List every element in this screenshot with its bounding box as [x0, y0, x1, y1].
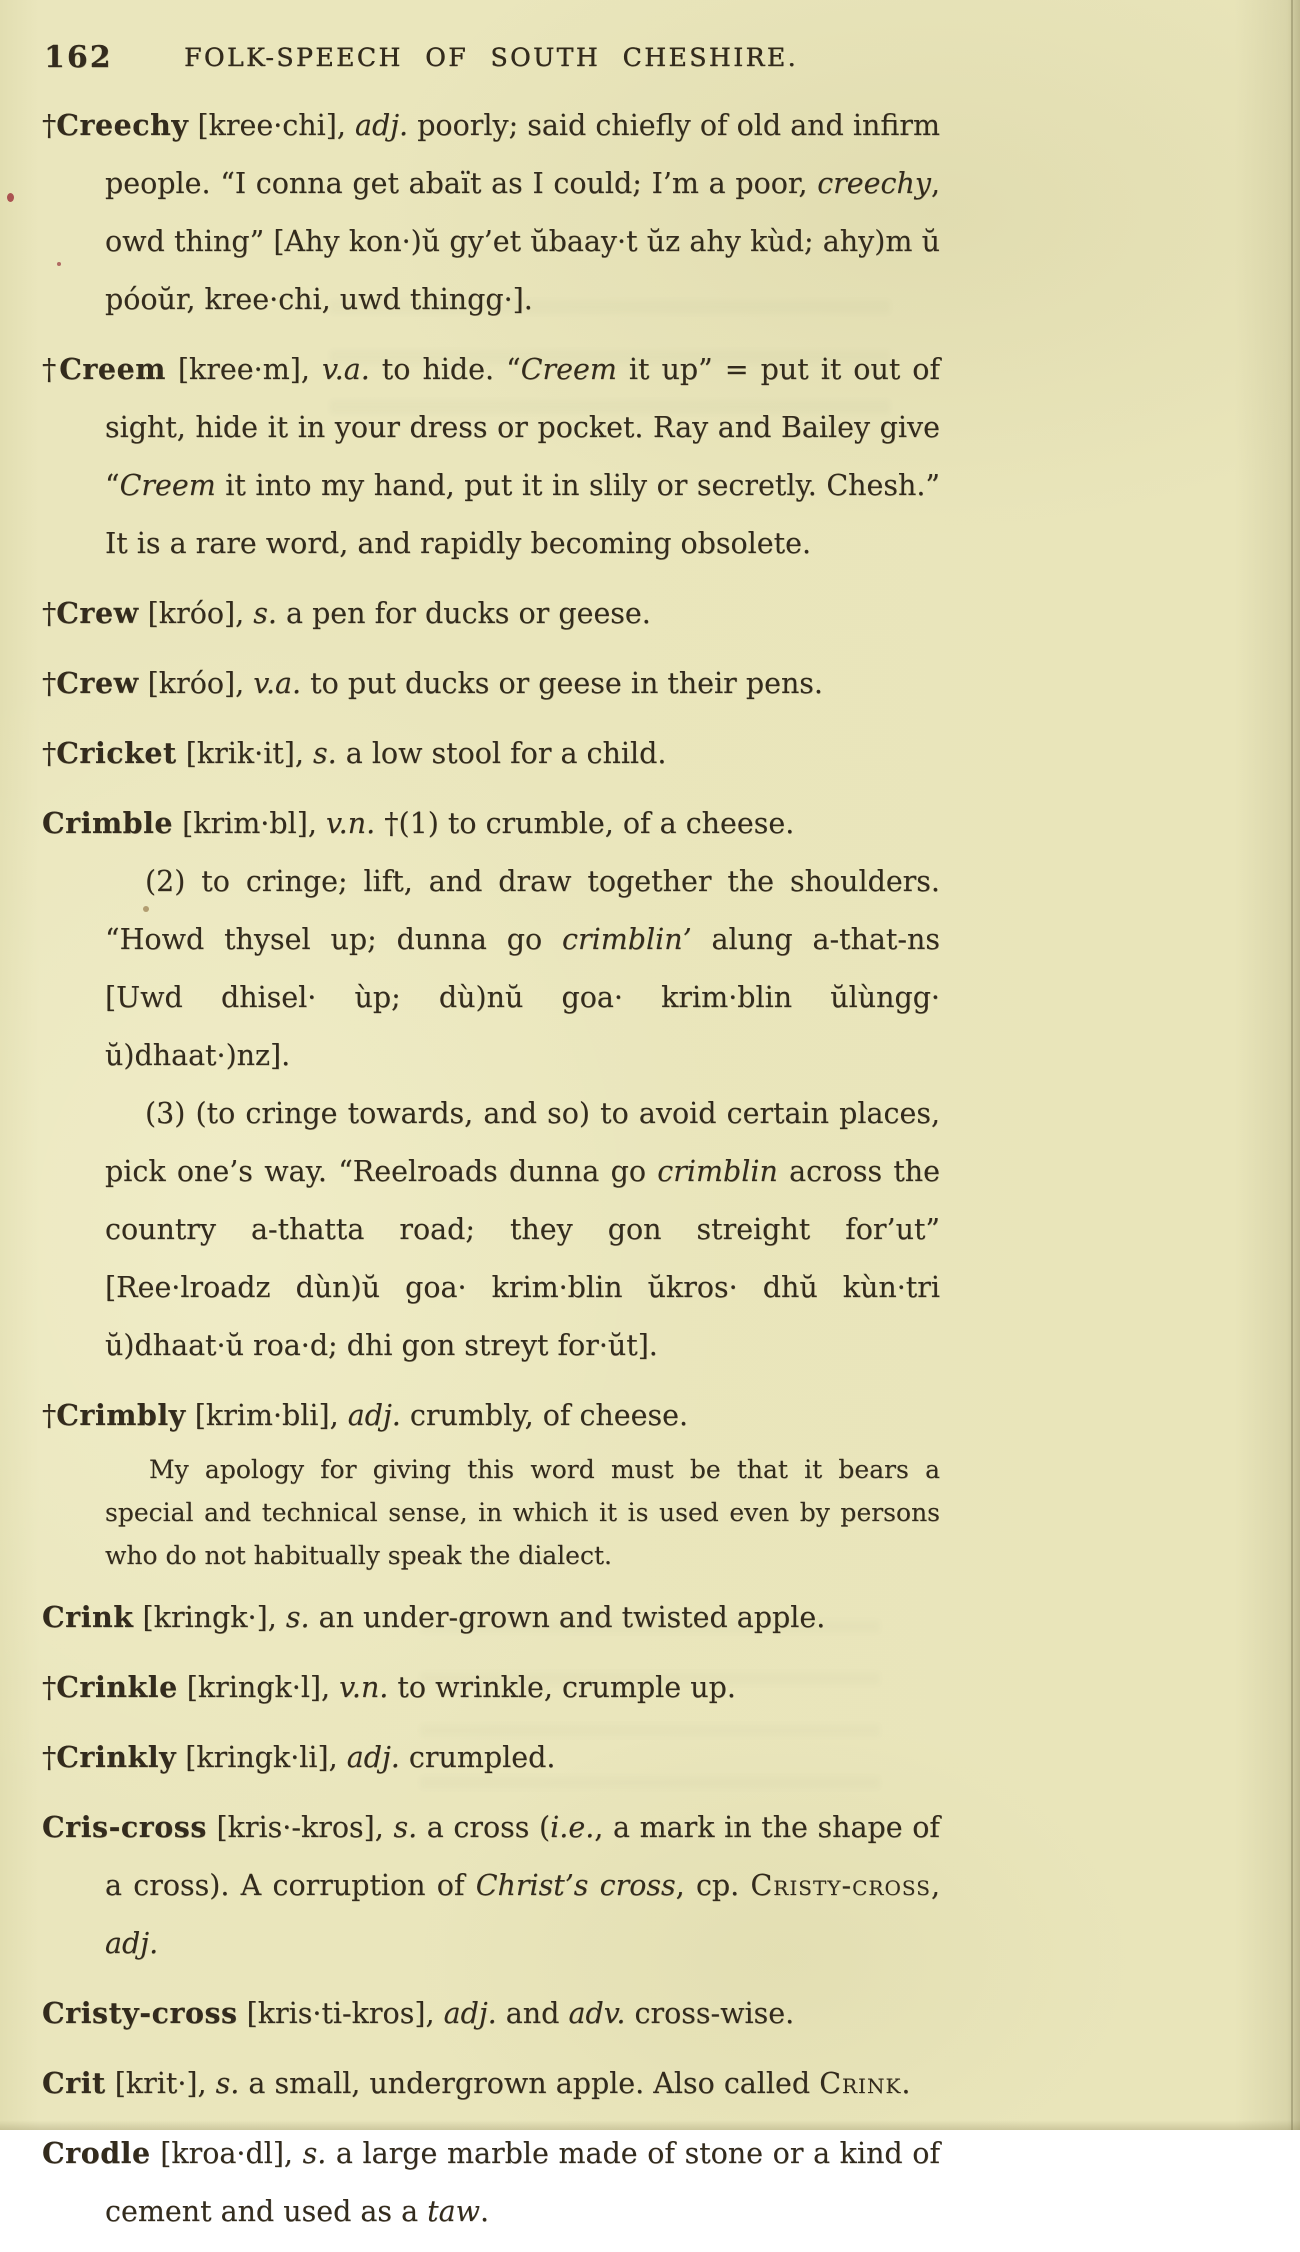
italic-term: taw [427, 2195, 480, 2228]
entry-crinkly [42, 1728, 940, 1787]
entry-creechy-head [42, 96, 940, 329]
italic-term: v.n. [325, 807, 376, 840]
headword: Cristy-cross [42, 1996, 238, 2030]
entry-crodle-head [42, 2124, 940, 2241]
entry-cristy-cross-head [42, 1984, 940, 2043]
text-run: . [479, 2195, 490, 2228]
headword: Cris-cross [42, 1810, 207, 1844]
entry-creem [42, 340, 940, 573]
text-run: [króo], [138, 597, 254, 630]
paper-speck [7, 193, 14, 202]
text-run: [kringk·li], [176, 1741, 347, 1774]
text-run: [kris·-kros], [206, 1811, 394, 1844]
text-run: , owd thing” [Ahy kon·)ŭ gy’et ŭbaay·t ŭz ahy kùd; ahy)m ŭ póoŭr, kree·chi, uwd thingg·]. [105, 167, 940, 316]
headword: Crew [56, 596, 139, 630]
italic-term: Creem [119, 469, 216, 502]
entry-crinkle-head [42, 1658, 940, 1717]
entry-crimble [42, 794, 940, 1375]
italic-term: crimblin’ [562, 923, 692, 956]
text-run: to wrinkle, crumple up. [388, 1671, 736, 1704]
entry-crit-head [42, 2054, 940, 2113]
text-run: † [42, 597, 57, 630]
entry-cris-cross-head [42, 1798, 940, 1973]
text-run: [króo], [138, 667, 254, 700]
text-run: an under-grown and twisted apple. [309, 1601, 826, 1634]
italic-term: s. [302, 2137, 327, 2170]
italic-term: s. [393, 1811, 418, 1844]
headword: Creechy [56, 108, 189, 142]
headword: Crinkly [56, 1740, 177, 1774]
entry-crinkle [42, 1658, 940, 1717]
entry-crimbly-note [42, 1448, 940, 1577]
page-header [42, 36, 940, 84]
cross-reference: Crink [819, 2067, 902, 2100]
entry-crew-verb [42, 654, 940, 713]
text-run: (2) to cringe; lift, and draw together the shoulders. “Howd thysel up; dunna go [105, 865, 940, 956]
entry-crimble-sense [42, 853, 940, 1085]
entry-crew-noun [42, 584, 940, 643]
text-run: [kree·m], [165, 353, 322, 386]
text-run: a small, undergrown apple. Also called [239, 2067, 820, 2100]
italic-term: Creem [520, 353, 617, 386]
entry-crodle [42, 2124, 940, 2241]
entry-cricket [42, 724, 940, 783]
entry-crink [42, 1588, 940, 1647]
text-run: crumbly, of cheese. [400, 1399, 689, 1432]
entry-cristy-cross [42, 1984, 940, 2043]
italic-term: s. [253, 597, 277, 630]
italic-term: v.n. [339, 1671, 389, 1704]
headword: Crimble [42, 806, 174, 840]
headword: Crodle [42, 2136, 151, 2170]
running-title: FOLK-SPEECH OF SOUTH CHESHIRE. [184, 43, 798, 72]
headword: Crink [42, 1600, 134, 1634]
italic-term: v.a. [253, 667, 302, 700]
text-run: [kringk·], [133, 1601, 286, 1634]
entry-creem-head [42, 340, 940, 573]
headword: Creem [59, 352, 166, 386]
text-run: † [42, 737, 57, 770]
text-run: to put ducks or geese in their pens. [301, 667, 823, 700]
italic-term: s. [313, 737, 337, 770]
text-run: , [930, 1869, 940, 1902]
text-run: cross-wise. [625, 1997, 795, 2030]
text-run: [kringk·l], [177, 1671, 340, 1704]
text-run: † [42, 1399, 57, 1432]
text-run: a pen for ducks or geese. [276, 597, 651, 630]
italic-term: i.e. [550, 1811, 595, 1844]
text-run: it up” = put it out of sight, hide it in your dress or pocket. Ray and Bailey give “ [105, 353, 941, 502]
headword: Crinkle [56, 1670, 178, 1704]
entry-creechy [42, 96, 940, 329]
entry-cris-cross [42, 1798, 940, 1973]
entry-crit [42, 2054, 940, 2113]
text-run: [krim·bl], [173, 807, 326, 840]
italic-term: s. [285, 1601, 310, 1634]
italic-term: adj. [443, 1997, 497, 2030]
entry-crinkly-head [42, 1728, 940, 1787]
headword: Crimbly [56, 1398, 186, 1432]
italic-term: v.a. [321, 353, 370, 386]
italic-term: adj. [105, 1927, 159, 1960]
italic-term: Christ’s cross [475, 1869, 676, 1902]
text-run: across the country a-thatta road; they gon streight for’ut” [Ree·lroadz dùn)ŭ goa· krim·blin ŭkros· dhŭ kùn·tri ŭ)dhaat·ŭ roa·d; dhi gon streyt for·ŭt]. [105, 1155, 941, 1362]
entry-crew-noun-head [42, 584, 940, 643]
text-run: † [42, 109, 57, 142]
entry-crimbly [42, 1386, 940, 1577]
text-run: [kree·chi], [188, 109, 355, 142]
text-run: , cp. [675, 1869, 751, 1902]
text-run: a low stool for a child. [336, 737, 667, 770]
entry-crink-head [42, 1588, 940, 1647]
text-run: [krim·bli], [185, 1399, 348, 1432]
headword: Crit [42, 2066, 106, 2100]
italic-term: adj. [354, 109, 409, 142]
page-scan-edge [1291, 0, 1293, 2130]
text-run: a cross ( [417, 1811, 551, 1844]
italic-term: s. [215, 2067, 240, 2100]
text-run: crumpled. [399, 1741, 556, 1774]
text-run: (3) (to cringe towards, and so) to avoid certain places, pick one’s way. “Reelroads dunna go [105, 1097, 940, 1188]
text-run: † [42, 667, 57, 700]
headword: Cricket [56, 736, 177, 770]
italic-term: creechy [817, 167, 931, 200]
text-run: poorly; said chiefly of old and infirm people. “I conna get abaït as I could; I’m a poor, [105, 109, 940, 200]
entry-cricket-head [42, 724, 940, 783]
entry-crimble-head [42, 794, 940, 853]
text-run: alung a-that-ns [Uwd dhisel· ùp; dù)nŭ goa· krim·blin ŭlùngg· ŭ)dhaat·)nz]. [105, 923, 940, 1072]
text-run: and [496, 1997, 569, 2030]
entry-crew-verb-head [42, 654, 940, 713]
text-run: [kris·ti-kros], [237, 1997, 444, 2030]
page-number: 162 [44, 40, 113, 75]
cross-reference: Cristy-cross [750, 1869, 931, 1902]
text-run: †(1) to crumble, of a cheese. [375, 807, 795, 840]
text-run: † [42, 1741, 57, 1774]
text-run: a large marble made of stone or a kind of cement and used as a [105, 2137, 940, 2228]
text-run: [krik·it], [176, 737, 314, 770]
italic-term: adj. [346, 1741, 400, 1774]
text-run: , a mark in the shape of a cross). A corruption of [105, 1811, 940, 1902]
text-run: it into my hand, put it in slily or secretly. Chesh.” It is a rare word, and rapidly becoming obsolete. [105, 469, 940, 560]
entries [42, 96, 940, 2252]
headword: Crew [56, 666, 139, 700]
italic-term: adj. [347, 1399, 401, 1432]
text-run: to hide. “ [369, 353, 521, 386]
entry-crimble-sense [42, 1085, 940, 1375]
text-run: † [42, 1671, 57, 1704]
text-run: My apology for giving this word must be that it bears a special and technical sense, in which it is used even by persons who do not habitually speak the dialect. [105, 1455, 940, 1570]
text-run: . [901, 2067, 911, 2100]
text-run: † [42, 353, 60, 386]
text-run: [kroa·dl], [150, 2137, 303, 2170]
italic-term: crimblin [657, 1155, 778, 1188]
entry-crimbly-head [42, 1386, 940, 1445]
italic-term: adv. [568, 1997, 626, 2030]
text-run: [krit·], [105, 2067, 216, 2100]
